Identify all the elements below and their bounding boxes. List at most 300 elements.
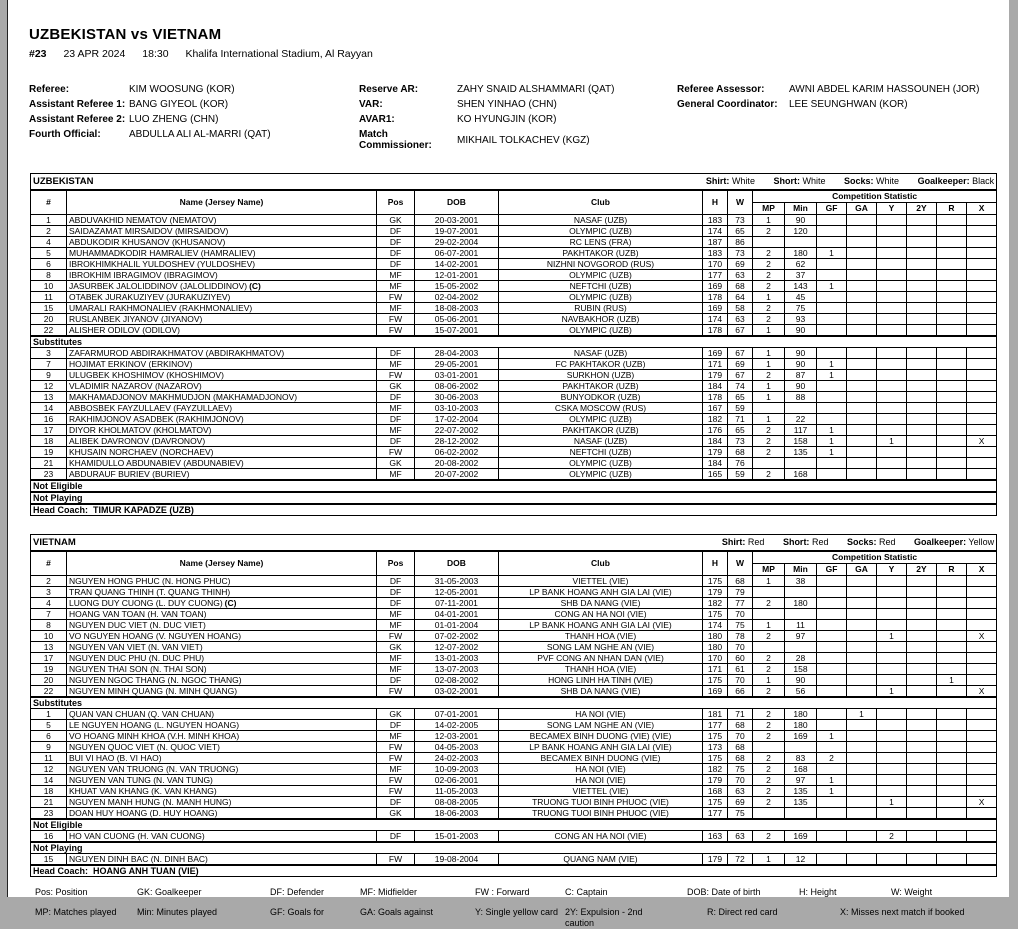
stat-y-cell: 1: [877, 436, 907, 447]
officials-column-1: [29, 84, 359, 155]
height-cell: 175: [703, 753, 728, 764]
section-label-substitutes: Substitutes: [31, 336, 997, 348]
official-row: [359, 84, 677, 95]
not-eligible-section: [31, 819, 997, 831]
player-number-cell: 5: [31, 720, 67, 731]
height-cell: 184: [703, 458, 728, 469]
head-coach-name: HOANG ANH TUAN (VIE): [93, 866, 199, 876]
table-row: [31, 808, 997, 820]
stat-mp-cell: 2: [753, 314, 785, 325]
stat-mp-cell: 2: [753, 425, 785, 436]
legend-item: X: Misses next match if booked: [840, 907, 965, 917]
player-pos-cell: MF: [377, 620, 415, 631]
player-name: ABDUVAKHID NEMATOV (NEMATOV): [69, 215, 217, 225]
weight-cell: 67: [728, 370, 753, 381]
stat-ga-cell: [847, 392, 877, 403]
player-number-cell: 13: [31, 392, 67, 403]
table-row: [31, 259, 997, 270]
stat-r-cell: [937, 709, 967, 720]
stat-mp-cell: [753, 403, 785, 414]
weight-cell: 71: [728, 709, 753, 720]
player-name-cell: [67, 609, 377, 620]
stat-min-cell: 11: [785, 620, 817, 631]
player-name: ZAFARMUROD ABDIRAKHMATOV (ABDIRAKHMATOV): [69, 348, 285, 358]
player-pos-cell: GK: [377, 709, 415, 720]
player-name-cell: [67, 775, 377, 786]
player-pos-cell: FW: [377, 370, 415, 381]
stat-gf-cell: [817, 414, 847, 425]
player-name: LUONG DUY CUONG (L. DUY CUONG): [69, 598, 223, 608]
stat-r-cell: [937, 642, 967, 653]
stat-min-cell: 135: [785, 447, 817, 458]
stat-mp-cell: 2: [753, 764, 785, 775]
stat-ga-cell: [847, 381, 877, 392]
col-header-min: Min: [785, 203, 817, 215]
player-number-cell: 23: [31, 469, 67, 481]
match-sheet-page: [7, 0, 1009, 928]
player-club-cell: OLYMPIC (UZB): [499, 414, 703, 425]
stat-y-cell: [877, 403, 907, 414]
player-name-cell: [67, 598, 377, 609]
table-row: [31, 709, 997, 720]
player-club-cell: LP BANK HOANG ANH GIA LAI (VIE): [499, 620, 703, 631]
height-cell: 175: [703, 609, 728, 620]
col-header-ga: GA: [847, 564, 877, 576]
stat-gf-cell: [817, 797, 847, 808]
col-header-number: #: [31, 190, 67, 215]
stat-2y-cell: [907, 314, 937, 325]
legend-item: DOB: Date of birth: [687, 887, 761, 897]
weight-cell: 66: [728, 686, 753, 698]
player-number-cell: 2: [31, 226, 67, 237]
player-club-cell: HA NOI (VIE): [499, 775, 703, 786]
stat-2y-cell: [907, 631, 937, 642]
table-row: [31, 425, 997, 436]
stat-mp-cell: 2: [753, 664, 785, 675]
table-row: [31, 381, 997, 392]
stat-x-cell: [967, 764, 997, 775]
captain-marker: (C): [249, 281, 261, 291]
stat-mp-cell: 2: [753, 731, 785, 742]
player-club-cell: PAKHTAKOR (UZB): [499, 425, 703, 436]
table-row: [31, 686, 997, 698]
height-cell: 180: [703, 642, 728, 653]
table-row: [31, 392, 997, 403]
player-name: JASURBEK JALOLIDDINOV (JALOLIDDINOV): [69, 281, 248, 291]
legend-item: H: Height: [799, 887, 837, 897]
stat-group-header: Competition Statistic: [753, 551, 997, 564]
stat-y-cell: [877, 753, 907, 764]
height-cell: 182: [703, 414, 728, 425]
player-club-cell: CSKA MOSCOW (RUS): [499, 403, 703, 414]
height-cell: 179: [703, 854, 728, 866]
stat-gf-cell: [817, 237, 847, 248]
stat-mp-cell: 2: [753, 831, 785, 843]
player-dob-cell: 01-01-2004: [415, 620, 499, 631]
stat-mp-cell: 2: [753, 303, 785, 314]
stat-r-cell: [937, 303, 967, 314]
height-cell: 182: [703, 598, 728, 609]
table-row: [31, 458, 997, 469]
table-row: [31, 731, 997, 742]
stat-min-cell: [785, 237, 817, 248]
stat-x-cell: X: [967, 686, 997, 698]
stat-gf-cell: [817, 764, 847, 775]
player-pos-cell: MF: [377, 270, 415, 281]
weight-cell: 65: [728, 425, 753, 436]
player-name: ALIBEK DAVRONOV (DAVRONOV): [69, 436, 206, 446]
height-cell: 183: [703, 248, 728, 259]
player-club-cell: SONG LAM NGHE AN (VIE): [499, 642, 703, 653]
player-name: IBROKHIM IBRAGIMOV (IBRAGIMOV): [69, 270, 218, 280]
stat-ga-cell: [847, 675, 877, 686]
stat-2y-cell: [907, 325, 937, 337]
stat-2y-cell: [907, 675, 937, 686]
legend-item: R: Direct red card: [707, 907, 778, 917]
stat-ga-cell: [847, 686, 877, 698]
stat-ga-cell: [847, 775, 877, 786]
stat-mp-cell: [753, 587, 785, 598]
stat-x-cell: [967, 281, 997, 292]
stat-gf-cell: 1: [817, 370, 847, 381]
player-club-cell: SHB DA NANG (VIE): [499, 598, 703, 609]
player-dob-cell: 29-05-2001: [415, 359, 499, 370]
stat-gf-cell: [817, 576, 847, 587]
stat-2y-cell: [907, 709, 937, 720]
stat-min-cell: 90: [785, 359, 817, 370]
player-club-cell: NAVBAKHOR (UZB): [499, 314, 703, 325]
col-header-mp: MP: [753, 203, 785, 215]
stat-gf-cell: [817, 675, 847, 686]
player-club-cell: TRUONG TUOI BINH PHUOC (VIE): [499, 808, 703, 820]
height-cell: 182: [703, 764, 728, 775]
stat-mp-cell: 2: [753, 709, 785, 720]
player-name: NGUYEN VAN TUNG (N. VAN TUNG): [69, 775, 213, 785]
player-dob-cell: 30-06-2003: [415, 392, 499, 403]
stat-min-cell: 97: [785, 775, 817, 786]
stat-ga-cell: [847, 325, 877, 337]
player-number-cell: 18: [31, 786, 67, 797]
section-label-not-playing: Not Playing: [31, 842, 997, 854]
stat-x-cell: X: [967, 631, 997, 642]
uzbekistan-lineup-table: [30, 173, 997, 516]
col-header-pos: Pos: [377, 190, 415, 215]
player-name-cell: [67, 653, 377, 664]
player-pos-cell: DF: [377, 587, 415, 598]
not-eligible-tbody: [31, 831, 997, 843]
weight-cell: 73: [728, 248, 753, 259]
stat-x-cell: [967, 753, 997, 764]
stat-x-cell: [967, 325, 997, 337]
official-value: ZAHY SNAID ALSHAMMARI (QAT): [457, 84, 615, 95]
table-row: [31, 831, 997, 843]
player-number-cell: 21: [31, 797, 67, 808]
stat-r-cell: [937, 742, 967, 753]
stat-mp-cell: 1: [753, 854, 785, 866]
stat-2y-cell: [907, 764, 937, 775]
stat-ga-cell: [847, 436, 877, 447]
stat-mp-cell: 2: [753, 447, 785, 458]
player-dob-cell: 10-09-2003: [415, 764, 499, 775]
stat-r-cell: [937, 215, 967, 226]
stat-x-cell: [967, 831, 997, 843]
stat-min-cell: 90: [785, 675, 817, 686]
stat-min-cell: 87: [785, 370, 817, 381]
official-label: Assistant Referee 1:: [29, 99, 126, 110]
weight-cell: 63: [728, 786, 753, 797]
player-name-cell: [67, 675, 377, 686]
player-club-cell: BUNYODKOR (UZB): [499, 392, 703, 403]
player-pos-cell: GK: [377, 381, 415, 392]
player-pos-cell: DF: [377, 576, 415, 587]
player-pos-cell: FW: [377, 631, 415, 642]
player-dob-cell: 04-05-2003: [415, 742, 499, 753]
player-name: VLADIMIR NAZAROV (NAZAROV): [69, 381, 202, 391]
player-pos-cell: FW: [377, 753, 415, 764]
stat-x-cell: [967, 292, 997, 303]
stat-mp-cell: 2: [753, 259, 785, 270]
col-header-2y: 2Y: [907, 564, 937, 576]
table-row: [31, 314, 997, 325]
stat-gf-cell: 1: [817, 425, 847, 436]
player-name: DOAN HUY HOANG (D. HUY HOANG): [69, 808, 218, 818]
player-club-cell: RC LENS (FRA): [499, 237, 703, 248]
official-label: General Coordinator:: [677, 99, 778, 110]
player-dob-cell: 11-05-2003: [415, 786, 499, 797]
stat-y-cell: [877, 620, 907, 631]
weight-cell: 74: [728, 381, 753, 392]
stat-2y-cell: [907, 742, 937, 753]
stat-r-cell: [937, 764, 967, 775]
stat-ga-cell: [847, 292, 877, 303]
player-club-cell: PAKHTAKOR (UZB): [499, 381, 703, 392]
player-club-cell: SONG LAM NGHE AN (VIE): [499, 720, 703, 731]
table-row: [31, 675, 997, 686]
stat-min-cell: [785, 808, 817, 820]
stat-mp-cell: 1: [753, 392, 785, 403]
stat-r-cell: [937, 370, 967, 381]
stat-gf-cell: 1: [817, 248, 847, 259]
player-name-cell: [67, 270, 377, 281]
height-cell: 177: [703, 270, 728, 281]
stat-min-cell: 93: [785, 314, 817, 325]
player-dob-cell: 13-01-2003: [415, 653, 499, 664]
stat-x-cell: [967, 576, 997, 587]
player-club-cell: NEFTCHI (UZB): [499, 281, 703, 292]
table-row: [31, 642, 997, 653]
height-cell: 171: [703, 664, 728, 675]
player-name-cell: [67, 436, 377, 447]
stat-mp-cell: 1: [753, 348, 785, 359]
player-pos-cell: FW: [377, 786, 415, 797]
stat-gf-cell: [817, 831, 847, 843]
stat-gf-cell: [817, 664, 847, 675]
player-number-cell: 14: [31, 403, 67, 414]
table-row: [31, 414, 997, 425]
stat-gf-cell: [817, 620, 847, 631]
legend: [35, 887, 997, 929]
player-name: NGUYEN QUOC VIET (N. QUOC VIET): [69, 742, 220, 752]
player-club-cell: CONG AN HA NOI (VIE): [499, 831, 703, 843]
weight-cell: 61: [728, 664, 753, 675]
player-dob-cell: 03-02-2001: [415, 686, 499, 698]
height-cell: 178: [703, 292, 728, 303]
player-number-cell: 16: [31, 831, 67, 843]
stat-gf-cell: [817, 709, 847, 720]
stat-y-cell: [877, 653, 907, 664]
kit-goalkeeper: Goalkeeper: Black: [917, 176, 995, 186]
stat-min-cell: [785, 609, 817, 620]
player-name-cell: [67, 686, 377, 698]
stat-mp-cell: 2: [753, 270, 785, 281]
player-pos-cell: DF: [377, 797, 415, 808]
stat-y-cell: [877, 576, 907, 587]
stat-gf-cell: [817, 259, 847, 270]
player-club-cell: LP BANK HOANG ANH GIA LAI (VIE): [499, 587, 703, 598]
player-number-cell: 17: [31, 425, 67, 436]
match-number: #23: [29, 48, 47, 60]
table-row: [31, 854, 997, 866]
player-pos-cell: FW: [377, 325, 415, 337]
stat-x-cell: [967, 709, 997, 720]
page-title: UZBEKISTAN vs VIETNAM: [29, 26, 222, 43]
weight-cell: 70: [728, 642, 753, 653]
stat-min-cell: 22: [785, 414, 817, 425]
table-row: [31, 753, 997, 764]
official-row: [359, 129, 677, 151]
stat-mp-cell: [753, 742, 785, 753]
player-name-cell: [67, 281, 377, 292]
match-venue: Khalifa International Stadium, Al Rayyan: [185, 48, 373, 60]
weight-cell: 67: [728, 325, 753, 337]
col-header-y: Y: [877, 203, 907, 215]
stat-gf-cell: 1: [817, 447, 847, 458]
official-value: SHEN YINHAO (CHN): [457, 99, 557, 110]
stat-gf-cell: [817, 348, 847, 359]
height-cell: 168: [703, 786, 728, 797]
player-pos-cell: MF: [377, 764, 415, 775]
table-row: [31, 631, 997, 642]
stat-y-cell: 2: [877, 831, 907, 843]
player-pos-cell: DF: [377, 598, 415, 609]
stat-2y-cell: [907, 270, 937, 281]
player-name: ULUGBEK KHOSHIMOV (KHOSHIMOV): [69, 370, 224, 380]
height-cell: 181: [703, 709, 728, 720]
stat-x-cell: [967, 786, 997, 797]
player-pos-cell: DF: [377, 392, 415, 403]
player-dob-cell: 28-12-2002: [415, 436, 499, 447]
stat-gf-cell: [817, 642, 847, 653]
stat-2y-cell: [907, 403, 937, 414]
stat-ga-cell: [847, 742, 877, 753]
player-number-cell: 17: [31, 653, 67, 664]
stat-y-cell: [877, 237, 907, 248]
official-row: [359, 114, 677, 125]
stat-2y-cell: [907, 598, 937, 609]
stat-gf-cell: [817, 587, 847, 598]
player-club-cell: TRUONG TUOI BINH PHUOC (VIE): [499, 797, 703, 808]
stat-mp-cell: [753, 609, 785, 620]
player-club-cell: HONG LINH HA TINH (VIE): [499, 675, 703, 686]
stat-r-cell: [937, 775, 967, 786]
stat-2y-cell: [907, 370, 937, 381]
player-dob-cell: 06-07-2001: [415, 248, 499, 259]
player-name-cell: [67, 808, 377, 820]
stat-x-cell: [967, 854, 997, 866]
stat-r-cell: [937, 753, 967, 764]
table-row: [31, 348, 997, 359]
stat-r-cell: [937, 314, 967, 325]
player-pos-cell: MF: [377, 653, 415, 664]
player-name-cell: [67, 237, 377, 248]
stat-mp-cell: [753, 237, 785, 248]
stat-y-cell: [877, 675, 907, 686]
player-pos-cell: MF: [377, 469, 415, 481]
player-pos-cell: MF: [377, 731, 415, 742]
stat-gf-cell: [817, 325, 847, 337]
starters-tbody: [31, 576, 997, 698]
stat-y-cell: [877, 808, 907, 820]
table-row: [31, 653, 997, 664]
stat-min-cell: [785, 403, 817, 414]
stat-min-cell: 97: [785, 631, 817, 642]
stat-mp-cell: 2: [753, 248, 785, 259]
stat-2y-cell: [907, 292, 937, 303]
stat-y-cell: [877, 381, 907, 392]
legend-item-text: 2Y: Expulsion - 2nd caution: [565, 907, 643, 928]
player-name: NGUYEN MINH QUANG (N. MINH QUANG): [69, 686, 238, 696]
stat-mp-cell: 2: [753, 436, 785, 447]
stat-min-cell: 83: [785, 753, 817, 764]
player-name: HO VAN CUONG (H. VAN CUONG): [69, 831, 205, 841]
player-dob-cell: 03-01-2001: [415, 370, 499, 381]
player-name: ABBOSBEK FAYZULLAEV (FAYZULLAEV): [69, 403, 233, 413]
player-number-cell: 10: [31, 281, 67, 292]
stat-y-cell: [877, 259, 907, 270]
table-row: [31, 325, 997, 337]
stat-x-cell: [967, 598, 997, 609]
player-name-cell: [67, 458, 377, 469]
col-header-r: R: [937, 564, 967, 576]
player-dob-cell: 14-02-2005: [415, 720, 499, 731]
stat-gf-cell: [817, 215, 847, 226]
stat-mp-cell: [753, 642, 785, 653]
stat-r-cell: [937, 620, 967, 631]
stat-r-cell: [937, 664, 967, 675]
stat-y-cell: [877, 425, 907, 436]
col-header-mp: MP: [753, 564, 785, 576]
stat-y-cell: [877, 642, 907, 653]
player-number-cell: 1: [31, 709, 67, 720]
stat-2y-cell: [907, 587, 937, 598]
player-name-cell: [67, 292, 377, 303]
stat-gf-cell: 1: [817, 786, 847, 797]
player-name: QUAN VAN CHUAN (Q. VAN CHUAN): [69, 709, 215, 719]
stat-r-cell: [937, 392, 967, 403]
legend-item: GA: Goals against: [360, 907, 434, 917]
stat-r-cell: [937, 587, 967, 598]
player-dob-cell: 07-02-2002: [415, 631, 499, 642]
substitutes-tbody: [31, 348, 997, 481]
stat-ga-cell: [847, 237, 877, 248]
player-club-cell: VIETTEL (VIE): [499, 576, 703, 587]
player-name-cell: [67, 303, 377, 314]
height-cell: 179: [703, 587, 728, 598]
stat-y-cell: [877, 292, 907, 303]
stat-2y-cell: [907, 447, 937, 458]
stat-x-cell: [967, 808, 997, 820]
column-header-row: [31, 551, 997, 564]
